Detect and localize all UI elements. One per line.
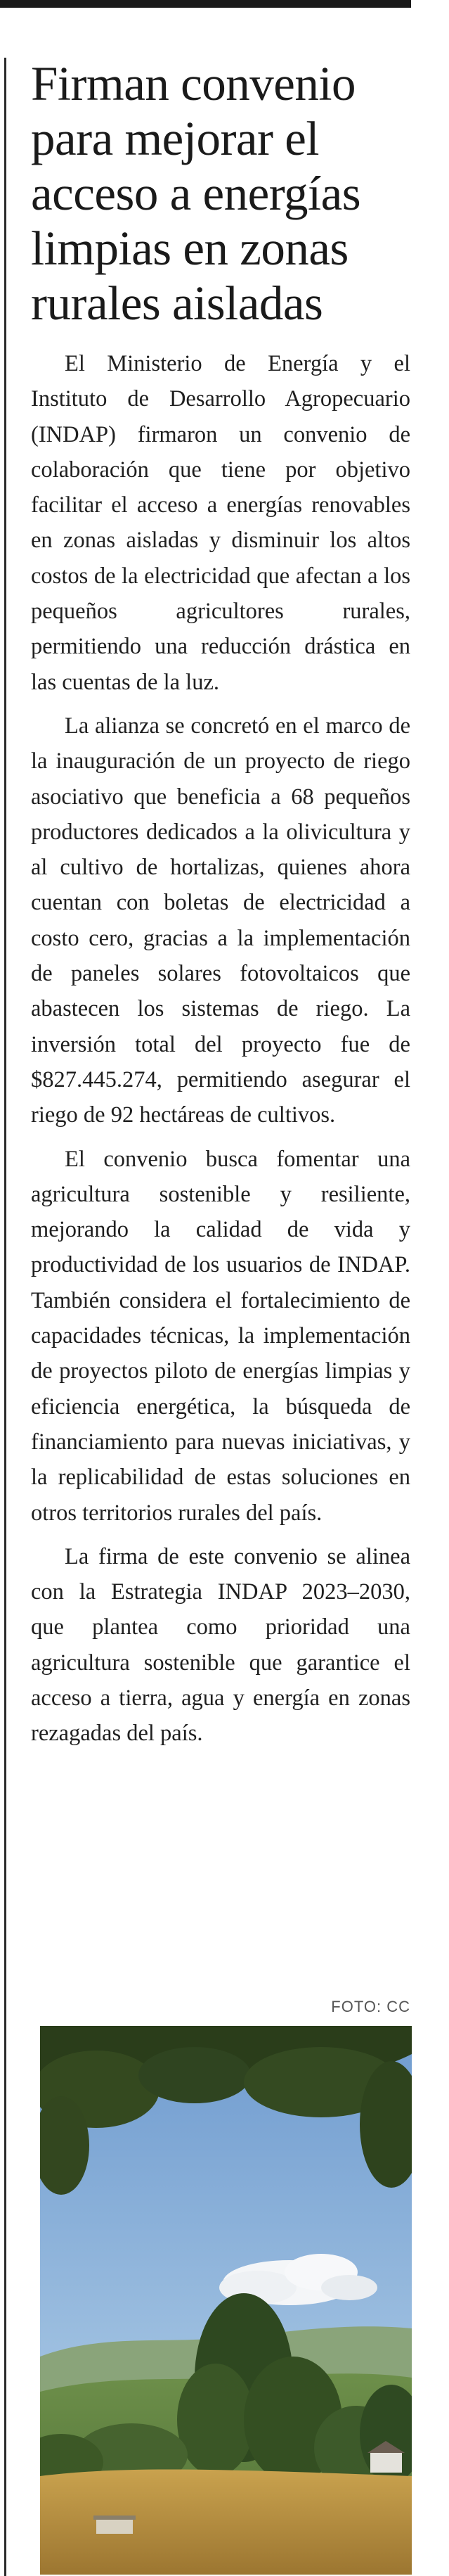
paragraph: La firma de este convenio se alinea con la Estrategia INDAP 2023–2030, que plantea como prioridad una agricultura sostenible que garantice el acceso a tierra, agua y energía en zonas rezagadas del país. [31, 1543, 410, 1747]
article-photo [40, 2026, 412, 2575]
paragraph: El Ministerio de Energía y el Instituto de Desarrollo Agropecuario (INDAP) firmaron un convenio de colaboración que tiene por objetivo facilitar el acceso a energías renovables en zonas aisladas y disminuir los altos costos de la electricidad que afectan a los pequeños agricultores rurales, permitiendo una reducción drástica en las cuentas de la luz. [31, 351, 410, 695]
photo-credit: FOTO: CC [331, 1998, 410, 2015]
landscape-illustration [40, 2026, 412, 2575]
column-rule [4, 58, 6, 2576]
headline: Firman convenio para mejorar el acceso a energías limpias en zonas rurales aisladas [31, 57, 361, 330]
top-rule [0, 0, 411, 8]
field [40, 2470, 412, 2575]
article-body [31, 346, 410, 1752]
article [31, 56, 410, 1752]
beehive [93, 2516, 136, 2534]
paragraph: La alianza se concretó en el marco de la inauguración de un proyecto de riego asociativo que beneficia a 68 pequeños productores dedicados a la olivicultura y al cultivo de hortalizas, quienes ahora cuentan con boletas de electricidad a costo cero, gracias a la implementación de paneles solares fotovoltaicos que abastecen los sistemas de riego. La inversión total del proyecto fue de $827.445.274, permitiendo asegurar el riego de 92 hectáreas de cultivos. [31, 713, 410, 1128]
paragraph: El convenio busca fomentar una agricultura sostenible y resiliente, mejorando la calidad de vida y productividad de los usuarios de INDAP. También considera el fortalecimiento de capacidades técnicas, la implementación de proyectos piloto de energías limpias y eficiencia energética, la búsqueda de financiamiento para nuevas iniciativas, y la replicabilidad de estas soluciones en otros territorios rurales del país. [31, 1146, 410, 1526]
